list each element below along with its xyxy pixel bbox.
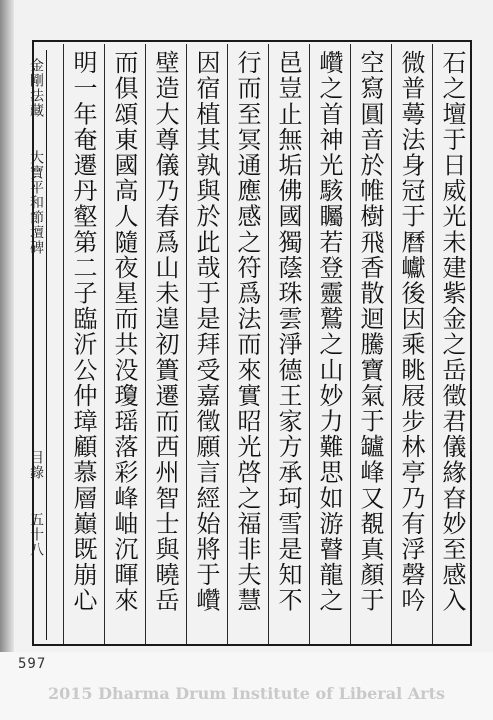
text-column-3: 空寫圓音於帷樹飛香散迴騰寶氣于罏峰又覩真顏于 <box>356 50 384 614</box>
margin-subtitle: 大寶平和節壇碑 <box>28 150 44 255</box>
margin-column <box>26 50 47 640</box>
column-divider <box>350 44 351 644</box>
text-column-9: 而俱頌東國高人隨夜星而共没瓊瑶落彩峰岫沉暉來 <box>110 50 138 614</box>
column-divider <box>309 44 310 644</box>
watermark: 2015 Dharma Drum Institute of Liberal Arts <box>48 684 445 703</box>
binding-shadow <box>0 0 14 720</box>
margin-volume: 目錄 <box>28 450 44 480</box>
margin-title: 金剛法藏 <box>28 58 44 118</box>
column-divider <box>227 44 228 644</box>
column-divider <box>104 44 105 644</box>
text-column-7: 因宿植其孰與於此哉于是拜受嘉徵願言經始將于巑 <box>192 50 220 614</box>
text-column-8: 壁造大尊儀乃春爲山未遑初簣遷而西州智士與曉岳 <box>151 50 179 614</box>
text-column-2: 微普蕚法身冠于曆巘後因乘眺屐步林亭乃有浮磬吟 <box>397 50 425 614</box>
column-divider <box>145 44 146 644</box>
text-column-6: 行而至冥通應感之符爲法而來實昭光啓之福非夫慧 <box>233 50 261 614</box>
text-column-1: 石之壇于日威光未建紫金之岳徵君儀緣昚妙至感入 <box>438 50 466 614</box>
margin-page-number: 五十八 <box>28 512 44 557</box>
column-divider <box>391 44 392 644</box>
column-divider <box>432 44 433 644</box>
column-divider <box>268 44 269 644</box>
column-divider <box>186 44 187 644</box>
text-column-5: 邑豈止無垢佛國獨蔭珠雲淨德王家方承珂雪是知不 <box>274 50 302 614</box>
column-divider <box>63 44 64 644</box>
text-column-4: 巑之首神光駭矚若登靈鷲之山妙力難思如游瞽龍之 <box>315 50 343 614</box>
text-column-10: 明一年奄遷丹壑第二子臨沂公仲璋顧慕層巔既崩心 <box>69 50 97 614</box>
page-number: 597 <box>18 656 47 672</box>
